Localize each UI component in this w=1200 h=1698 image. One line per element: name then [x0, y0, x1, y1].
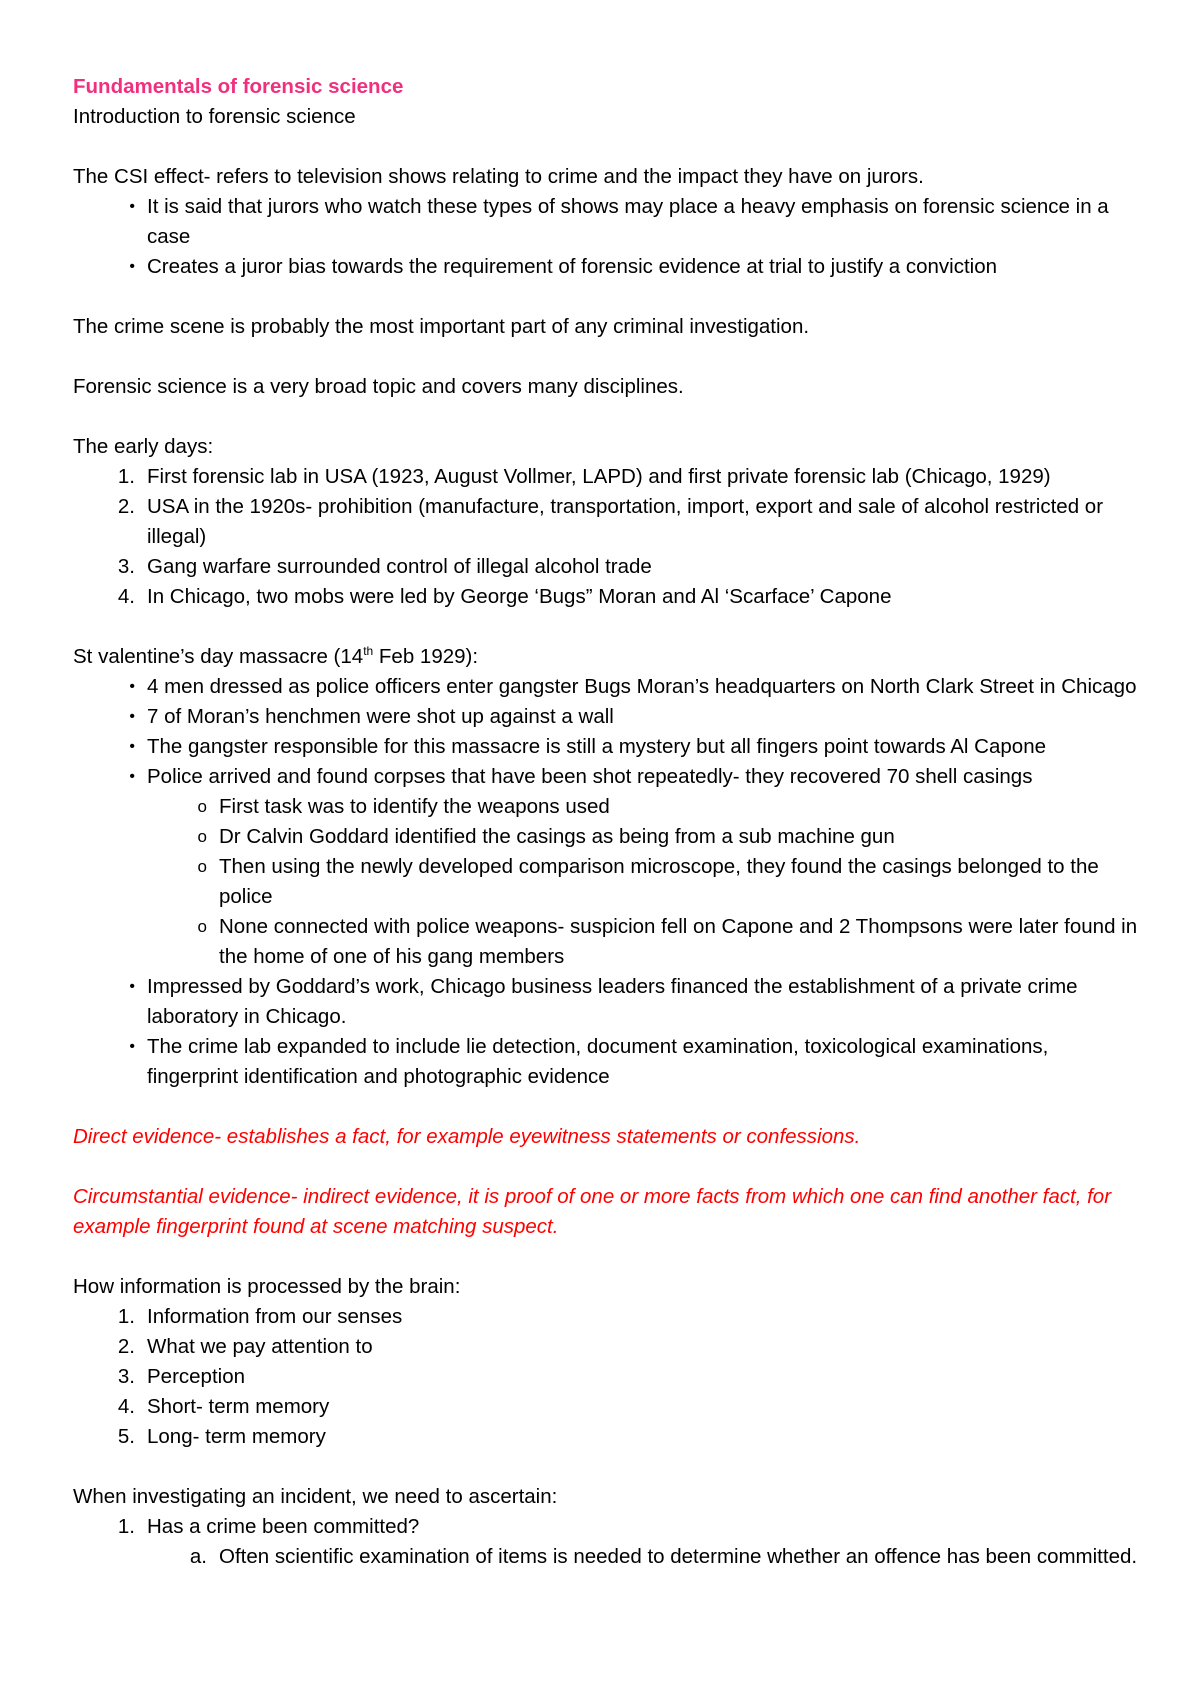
list-item: • It is said that jurors who watch these types of shows may place a heavy emphasis on forensic science in a case — [73, 192, 1140, 252]
list-item: 1. Information from our senses — [117, 1305, 403, 1328]
circle-bullet-icon: o — [197, 917, 207, 936]
list-item: • Police arrived and found corpses that have been shot repeatedly- they recovered 70 shell casings — [73, 762, 1140, 792]
bullet-icon: • — [129, 1038, 135, 1055]
csi-bullet-list — [73, 192, 1140, 282]
investigating-list — [73, 1512, 1140, 1572]
sub-list-item: o Dr Calvin Goddard identified the casings as being from a sub machine gun — [73, 822, 1140, 852]
list-item: 2. What we pay attention to — [117, 1335, 373, 1358]
brain-list — [73, 1302, 1140, 1452]
list-item: • 7 of Moran’s henchmen were shot up against a wall — [73, 702, 1140, 732]
list-item: 3. Perception — [117, 1365, 246, 1388]
sub-list-item: o Then using the newly developed comparison microscope, they found the casings belonged to the police — [73, 852, 1140, 912]
brain-heading: How information is processed by the brain: — [73, 1275, 461, 1298]
list-item: • 4 men dressed as police officers enter gangster Bugs Moran’s headquarters on North Clark Street in Chicago — [73, 672, 1140, 702]
list-item: • The crime lab expanded to include lie detection, document examination, toxicological examinations, fingerprint identification and photographic evidence — [73, 1032, 1140, 1092]
investigating-heading: When investigating an incident, we need to ascertain: — [73, 1485, 558, 1508]
list-item: • Impressed by Goddard’s work, Chicago business leaders financed the establishment of a private crime laboratory in Chicago. — [73, 972, 1140, 1032]
sub-list-item: o None connected with police weapons- suspicion fell on Capone and 2 Thompsons were later found in the home of one of his gang members — [73, 912, 1140, 972]
direct-evidence-definition: Direct evidence- establishes a fact, for example eyewitness statements or confessions. — [73, 1125, 861, 1148]
list-item: 2. USA in the 1920s- prohibition (manufacture, transportation, import, export and sale of alcohol restricted or illegal) — [117, 495, 1104, 548]
list-item: • Creates a juror bias towards the requirement of forensic evidence at trial to justify a conviction — [73, 252, 1140, 282]
circle-bullet-icon: o — [197, 857, 207, 876]
sub-list-item: o First task was to identify the weapons used — [73, 792, 1140, 822]
list-item: 5. Long- term memory — [117, 1425, 326, 1448]
bullet-icon: • — [129, 198, 135, 215]
circle-bullet-icon: o — [197, 797, 207, 816]
document-subtitle: Introduction to forensic science — [73, 105, 356, 128]
bullet-icon: • — [129, 708, 135, 725]
document-title: Fundamentals of forensic science — [73, 75, 404, 98]
bullet-icon: • — [129, 738, 135, 755]
massacre-bullet-list — [73, 672, 1140, 1092]
circle-bullet-icon: o — [197, 827, 207, 846]
bullet-icon: • — [129, 978, 135, 995]
bullet-icon: • — [129, 768, 135, 785]
sub-list-item: a. Often scientific examination of items is needed to determine whether an offence has been committed. — [189, 1545, 1138, 1568]
circumstantial-evidence-definition: Circumstantial evidence- indirect evidence, it is proof of one or more facts from which one can find another fact, for example fingerprint found at scene matching suspect. — [73, 1185, 1112, 1238]
bullet-icon: • — [129, 258, 135, 275]
massacre-heading: St valentine’s day massacre (14th Feb 1929): — [73, 644, 479, 668]
list-item: 4. In Chicago, two mobs were led by George ‘Bugs” Moran and Al ‘Scarface’ Capone — [117, 585, 892, 608]
bullet-icon: • — [129, 678, 135, 695]
list-item: 4. Short- term memory — [117, 1395, 330, 1418]
list-item: 3. Gang warfare surrounded control of illegal alcohol trade — [117, 555, 652, 578]
broad-topic-paragraph: Forensic science is a very broad topic and covers many disciplines. — [73, 375, 684, 398]
csi-intro: The CSI effect- refers to television shows relating to crime and the impact they have on jurors. — [73, 165, 924, 188]
list-item: 1. First forensic lab in USA (1923, August Vollmer, LAPD) and first private forensic lab (Chicago, 1929) — [117, 465, 1051, 488]
early-days-heading: The early days: — [73, 435, 214, 458]
list-item: • The gangster responsible for this massacre is still a mystery but all fingers point towards Al Capone — [73, 732, 1140, 762]
list-item: 1. Has a crime been committed? — [117, 1515, 420, 1538]
crime-scene-paragraph: The crime scene is probably the most important part of any criminal investigation. — [73, 315, 810, 338]
early-days-list — [73, 462, 1140, 612]
